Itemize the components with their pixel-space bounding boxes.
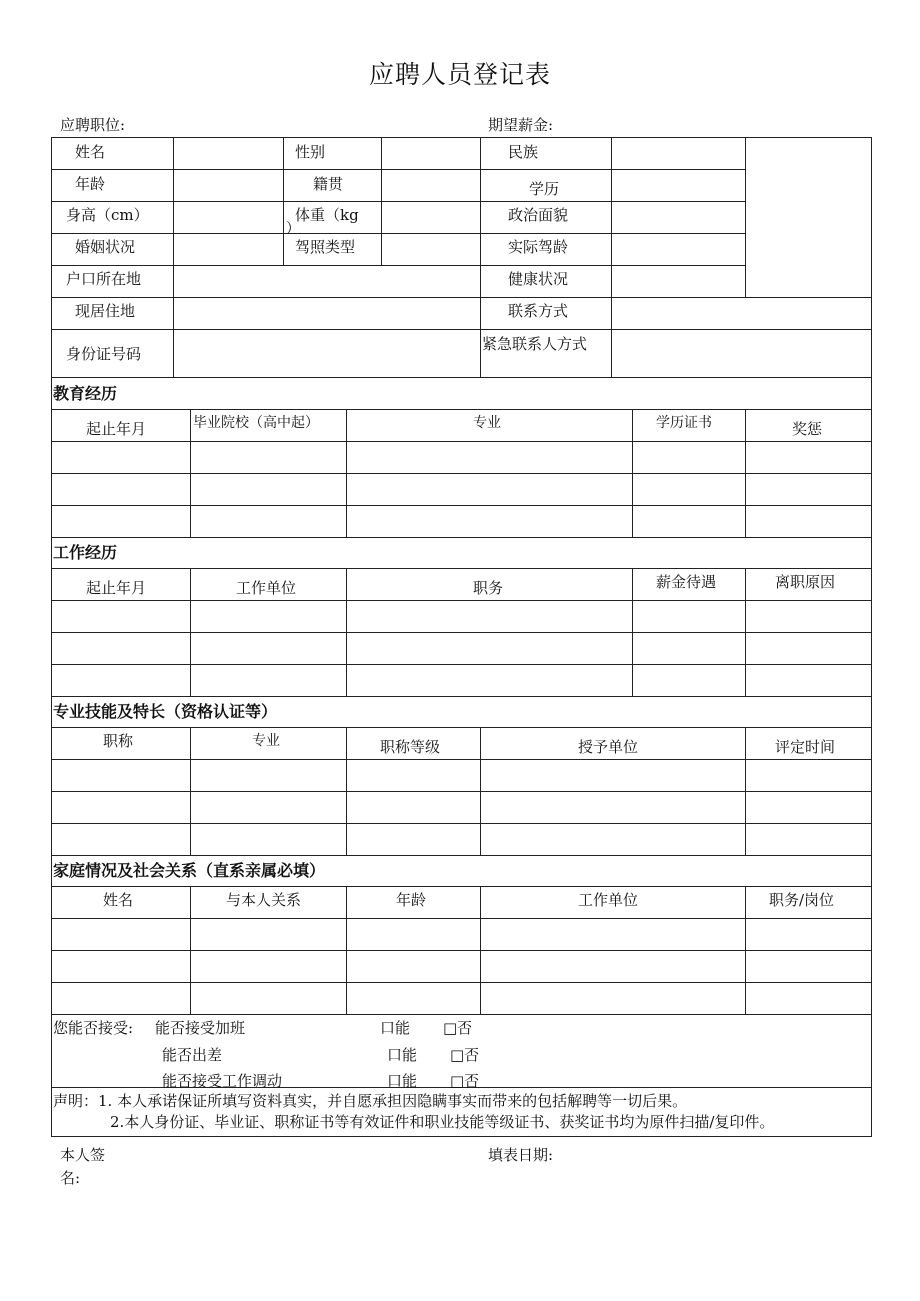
edu-header-school: 毕业院校（高中起）	[193, 415, 319, 431]
work-section-title: 工作经历	[53, 543, 118, 562]
skills-header-level: 职称等级	[380, 738, 441, 756]
education-label: 学历	[529, 180, 560, 198]
license-label: 驾照类型	[295, 238, 356, 256]
work-header-salary: 薪金待遇	[656, 573, 717, 591]
salary-label: 期望薪金:	[488, 116, 554, 134]
family-header-relation: 与本人关系	[226, 891, 302, 909]
transfer-no-checkbox[interactable]: □否	[450, 1072, 480, 1090]
skills-header-date: 评定时间	[775, 738, 836, 756]
edu-header-awards: 奖惩	[792, 420, 823, 438]
gender-label: 性别	[295, 143, 326, 161]
declaration-line-1: 声明：1. 本人承诺保证所填写资料真实，并自愿承担因隐瞒事实而带来的包括解聘等一切后果。	[53, 1092, 688, 1110]
political-label: 政治面貌	[508, 206, 569, 224]
acceptance-transfer-label: 能否接受工作调动	[162, 1072, 283, 1090]
skills-header-title: 职称	[103, 732, 134, 750]
travel-yes-checkbox[interactable]: 口能	[387, 1046, 418, 1064]
work-header-period: 起止年月	[86, 579, 147, 597]
health-label: 健康状况	[508, 270, 569, 288]
family-header-name: 姓名	[103, 891, 134, 909]
edu-header-major: 专业	[473, 415, 501, 431]
residence-label: 现居住地	[75, 302, 136, 320]
skills-section-title: 专业技能及特长（资格认证等）	[53, 702, 278, 721]
acceptance-travel-label: 能否出差	[162, 1046, 223, 1064]
family-header-position: 职务/岗位	[769, 891, 835, 909]
position-label: 应聘职位:	[60, 116, 126, 134]
skills-header-issuer: 授予单位	[578, 738, 639, 756]
marital-label: 婚姻状况	[75, 238, 136, 256]
weight-label-tail: ）	[286, 221, 300, 237]
acceptance-prefix: 您能否接受:	[53, 1019, 134, 1037]
height-label: 身高（cm）	[66, 206, 149, 224]
overtime-no-checkbox[interactable]: □否	[443, 1019, 473, 1037]
travel-no-checkbox[interactable]: □否	[450, 1046, 480, 1064]
emergency-label: 紧急联系人方式	[482, 335, 588, 353]
signature-label-line2: 名:	[60, 1169, 81, 1187]
native-place-label: 籍贯	[313, 175, 344, 193]
family-header-employer: 工作单位	[578, 891, 639, 909]
weight-label: 体重（kg	[295, 206, 359, 224]
family-header-age: 年龄	[396, 891, 427, 909]
driving-years-label: 实际驾龄	[508, 238, 569, 256]
skills-header-major: 专业	[252, 733, 280, 749]
work-header-leave-reason: 离职原因	[775, 573, 836, 591]
id-number-label: 身份证号码	[66, 345, 142, 363]
signature-label-line1: 本人签	[60, 1146, 106, 1164]
ethnicity-label: 民族	[508, 143, 539, 161]
edu-header-certificate: 学历证书	[656, 415, 712, 431]
fill-date-label: 填表日期:	[488, 1146, 554, 1164]
age-label: 年龄	[75, 175, 106, 193]
family-section-title: 家庭情况及社会关系（直系亲属必填）	[53, 861, 326, 880]
education-section-title: 教育经历	[53, 384, 118, 403]
transfer-yes-checkbox[interactable]: 口能	[387, 1072, 418, 1090]
declaration-line-2: 2.本人身份证、毕业证、职称证书等有效证件和职业技能等级证书、获奖证书均为原件扫描/复印件。	[110, 1113, 775, 1131]
overtime-yes-checkbox[interactable]: 口能	[380, 1019, 411, 1037]
form-title: 应聘人员登记表	[368, 60, 551, 89]
name-label: 姓名	[75, 143, 106, 161]
edu-header-period: 起止年月	[86, 420, 147, 438]
work-header-employer: 工作单位	[236, 579, 297, 597]
acceptance-overtime-label: 能否接受加班	[155, 1019, 246, 1037]
contact-label: 联系方式	[508, 302, 569, 320]
hukou-label: 户口所在地	[66, 270, 142, 288]
work-header-position: 职务	[473, 579, 504, 597]
